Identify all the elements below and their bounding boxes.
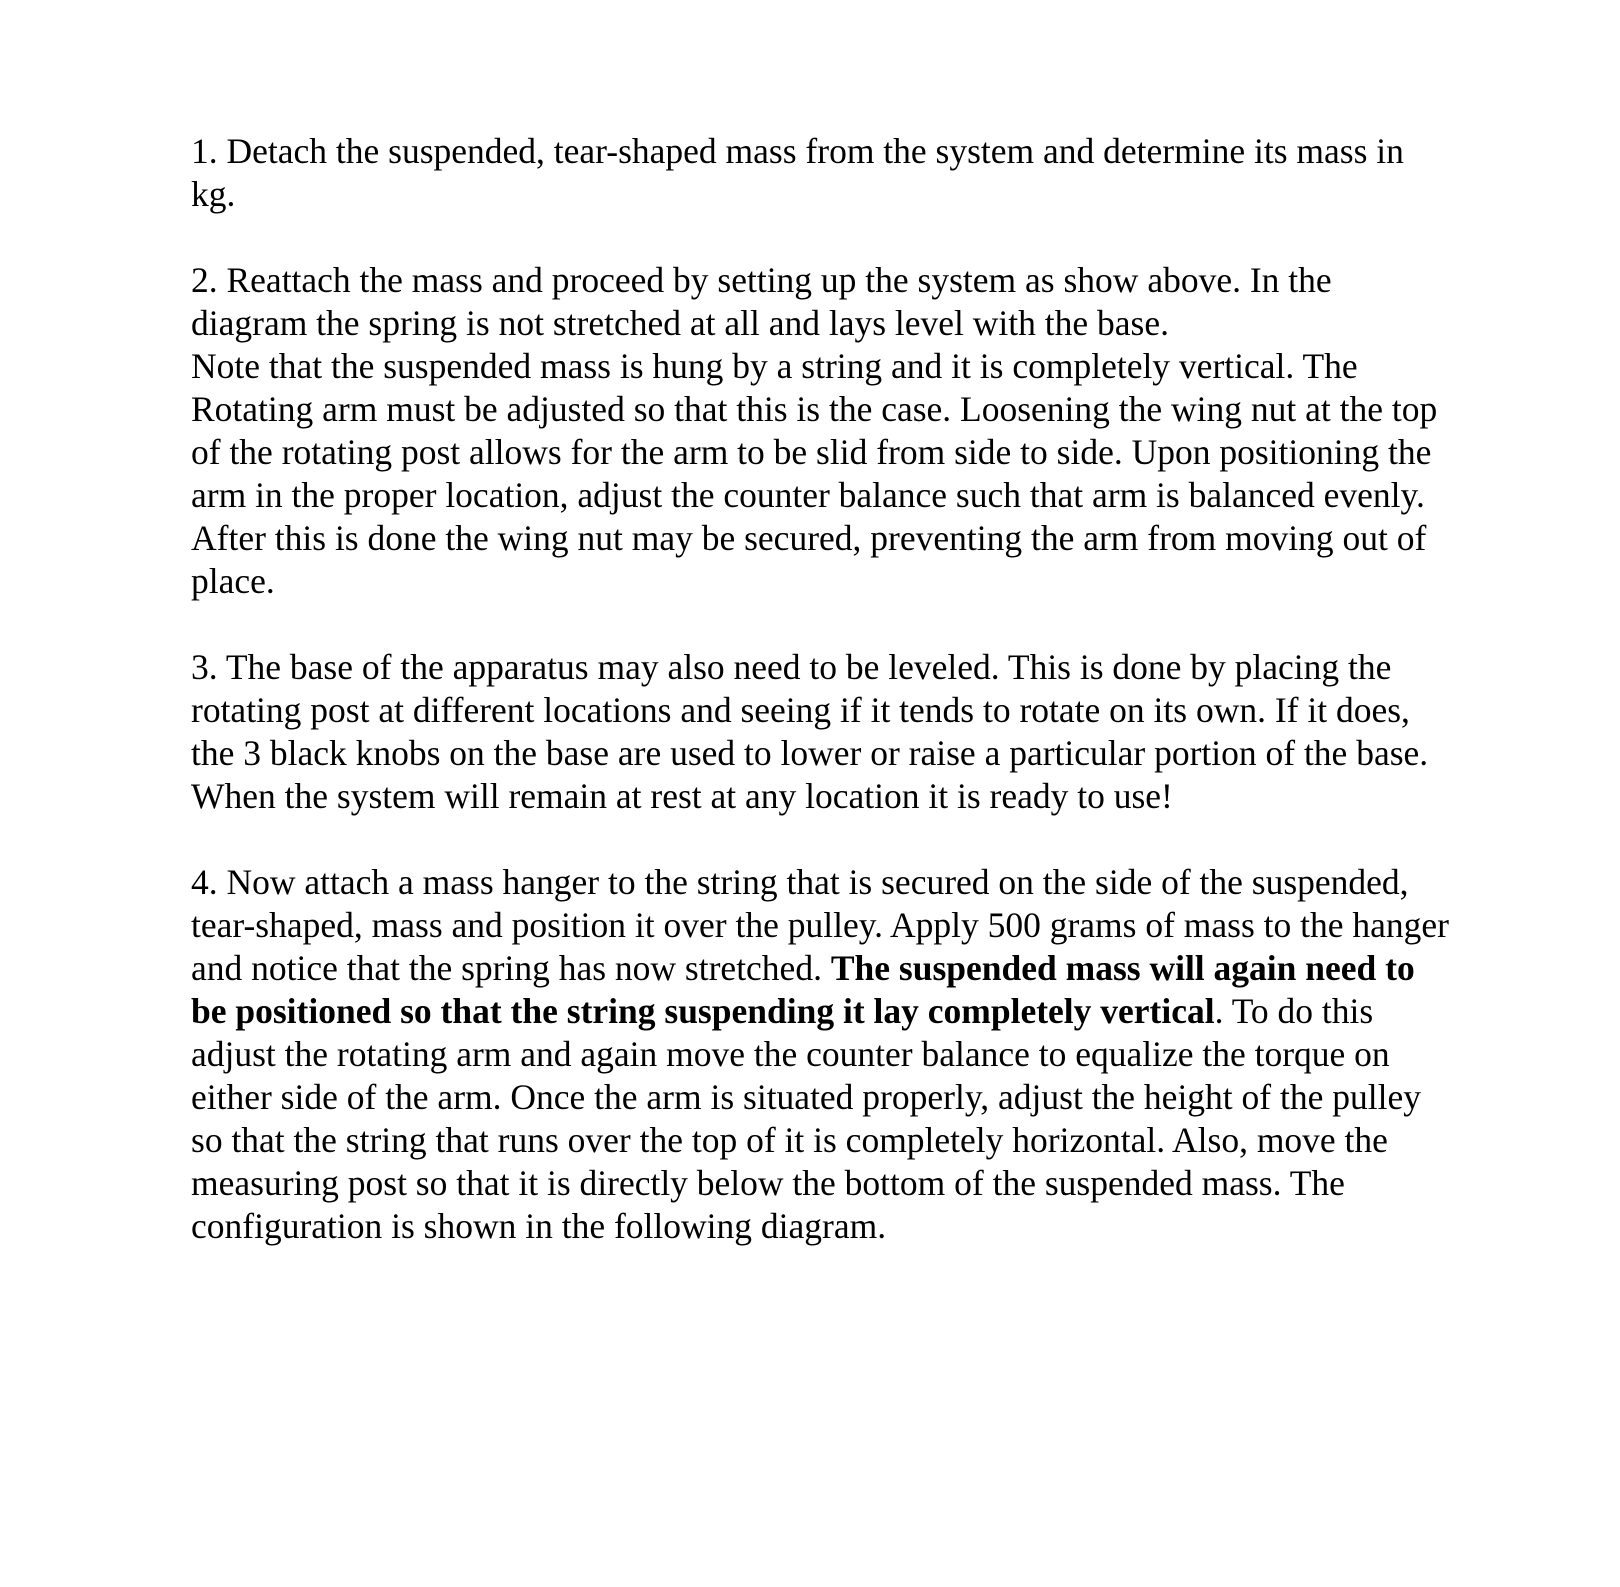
step-4-paragraph — [191, 861, 1451, 1248]
step-3-paragraph: 3. The base of the apparatus may also need to be leveled. This is done by placing the rotating post at different locations and seeing if it tends to rotate on its own. If it does, the 3 black knobs on the base are used to lower or raise a particular portion of the base. When the system will remain at rest at any location it is ready to use! — [191, 647, 1429, 816]
step-4-text-end: . To do this adjust the rotating arm and again move the counter balance to equalize the torque on either side of the arm. Once the arm is situated properly, adjust the height of the pulley so that the string that runs over the top of it is completely horizontal. Also, move the measuring post so that it is directly below the bottom of the suspended mass. The configuration is shown in the following diagram. — [191, 991, 1421, 1246]
step-4-bold-emphasis: The suspended mass will again need to be positioned so that the string suspending it lay completely vertical — [191, 948, 1415, 1031]
instructions-body — [191, 130, 1451, 1291]
step-4-text-start: 4. Now attach a mass hanger to the string that is secured on the side of the suspended, tear-shaped, mass and position it over the pulley. Apply 500 grams of mass to the hanger and notice that the spring has now stretched. — [191, 862, 1449, 988]
step-2-note-paragraph: Note that the suspended mass is hung by a string and it is completely vertical. The Rotating arm must be adjusted so that this is the case. Loosening the wing nut at the top of the rotating post allows for the arm to be slid from side to side. Upon positioning the arm in the proper location, adjust the counter balance such that arm is balanced evenly. After this is done the wing nut may be secured, preventing the arm from moving out of place. — [191, 346, 1438, 601]
step-1-paragraph: 1. Detach the suspended, tear-shaped mass from the system and determine its mass in kg. — [191, 131, 1404, 214]
step-2-paragraph: 2. Reattach the mass and proceed by setting up the system as show above. In the diagram the spring is not stretched at all and lays level with the base. — [191, 260, 1332, 343]
